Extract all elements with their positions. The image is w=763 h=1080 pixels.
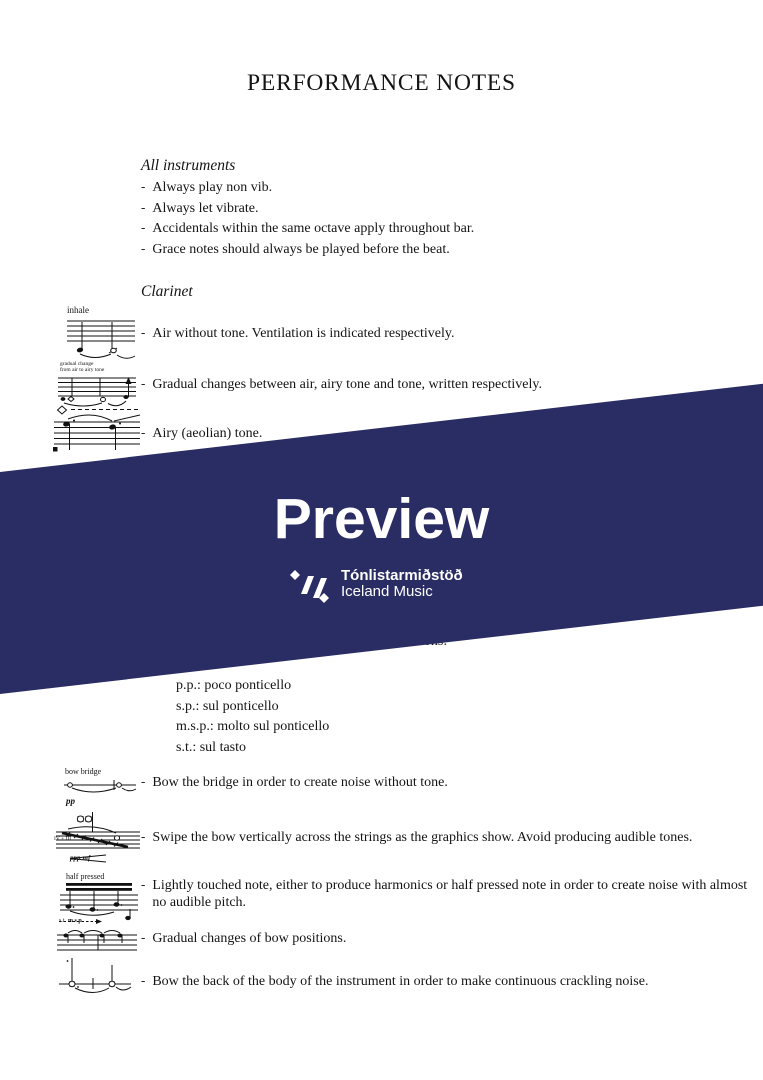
notation-inhale xyxy=(65,305,137,357)
bullet-dash: - xyxy=(141,828,146,844)
bullet-dash: - xyxy=(141,876,146,892)
bow-position-labels xyxy=(59,918,83,924)
iceland-music-logo xyxy=(288,568,463,605)
list-item xyxy=(141,242,763,259)
bullet-dash: - xyxy=(141,219,146,235)
list-item-text: Lightly touched note, either to produce harmonics or half pressed note in order to create noise with almost no audible pitch. xyxy=(152,878,748,910)
logo-text xyxy=(341,568,463,600)
list-item xyxy=(141,221,763,238)
dynamic-marking: ppp xyxy=(70,854,81,862)
list-item xyxy=(141,377,763,394)
bullet-dash: - xyxy=(141,972,146,988)
notation-swipe-bow xyxy=(54,812,142,868)
abbreviation-line: m.s.p.: molto sul ponticello xyxy=(176,719,330,734)
list-item xyxy=(141,326,763,343)
list-item xyxy=(141,201,763,218)
list-item-text: Always play non vib. xyxy=(152,180,273,195)
notation-label: inhale xyxy=(67,305,89,315)
bullet-dash: - xyxy=(141,240,146,256)
bullet-dash: - xyxy=(141,178,146,194)
notation-crackling xyxy=(57,956,133,998)
dynamics-row xyxy=(70,854,90,862)
staff-notation-icon xyxy=(65,318,137,360)
list-item-text: Accidentals within the same octave apply throughout bar. xyxy=(152,221,475,236)
bullet-dash: - xyxy=(141,375,146,391)
staff-notation-icon xyxy=(57,956,133,998)
notation-bow-positions xyxy=(57,918,139,954)
list-item-text: Grace notes should always be played before the beat. xyxy=(152,242,450,257)
org-subtitle: Iceland Music xyxy=(341,583,433,600)
list-item xyxy=(141,974,763,991)
list-item-text: Gradual changes of bow positions. xyxy=(152,931,347,946)
list-item-text: Swipe the bow vertically across the strings as the graphics show. Avoid producing audible tones. xyxy=(152,830,693,845)
notation-label: half pressed xyxy=(66,872,105,881)
notation-gradual-change xyxy=(56,362,138,408)
list-item-text: Bow the bridge in order to create noise without tone. xyxy=(152,775,448,790)
abbreviation-line: p.p.: poco ponticello xyxy=(176,678,292,693)
list-item-text: Air without tone. Ventilation is indicated respectively. xyxy=(152,326,455,341)
abbreviation-line: s.p.: sul ponticello xyxy=(176,699,279,714)
notation-label: m.s.p. xyxy=(68,918,84,924)
notation-bow-bridge xyxy=(62,767,140,809)
bullet-dash: - xyxy=(141,773,146,789)
list-item-text: Always let vibrate. xyxy=(152,201,259,216)
notation-airy-tone xyxy=(52,404,142,454)
bullet-dash: - xyxy=(141,324,146,340)
list-item-text: Bow the back of the body of the instrument in order to make continuous crackling noise. xyxy=(152,974,649,989)
bullet-dash: - xyxy=(141,424,146,440)
notation-label: s.t. xyxy=(59,918,67,924)
crescendo-hairpin-icon xyxy=(70,854,108,863)
string-numbers-label: IV + III xyxy=(54,836,72,842)
list-item xyxy=(141,180,763,197)
page-title: PERFORMANCE NOTES xyxy=(247,70,516,96)
list-item xyxy=(141,878,763,911)
list-item-text: Airy (aeolian) tone. xyxy=(152,426,263,441)
staff-notation-icon xyxy=(60,883,140,920)
section-heading-clarinet: Clarinet xyxy=(141,283,193,300)
notation-half-pressed xyxy=(60,872,140,920)
notation-label: bow bridge xyxy=(65,767,102,776)
dashed-arrow-icon xyxy=(59,918,103,925)
preview-watermark-text: Preview xyxy=(273,487,490,551)
list-item-text: Gradual changes between air, airy tone and tone, written respectively. xyxy=(152,377,542,392)
dynamic-marking: mf xyxy=(82,854,91,862)
bullet-dash: - xyxy=(141,929,146,945)
notation-label: gradual change xyxy=(60,361,94,367)
iceland-music-logo-icon xyxy=(288,568,330,605)
list-item xyxy=(141,775,763,792)
notation-label: from air to airy tone xyxy=(60,367,105,373)
staff-notation-icon xyxy=(54,812,142,852)
dynamic-marking: pp xyxy=(66,796,75,806)
staff-notation-icon xyxy=(52,404,142,454)
staff-notation-icon xyxy=(57,927,139,953)
bullet-dash: - xyxy=(141,199,146,215)
list-item xyxy=(141,931,763,948)
abbreviation-line: s.t.: sul tasto xyxy=(176,740,247,755)
org-name: Tónlistarmiðstöð xyxy=(341,567,463,584)
list-item xyxy=(141,830,763,847)
section-heading-all-instruments: All instruments xyxy=(141,157,236,174)
staff-notation-icon xyxy=(62,778,140,798)
